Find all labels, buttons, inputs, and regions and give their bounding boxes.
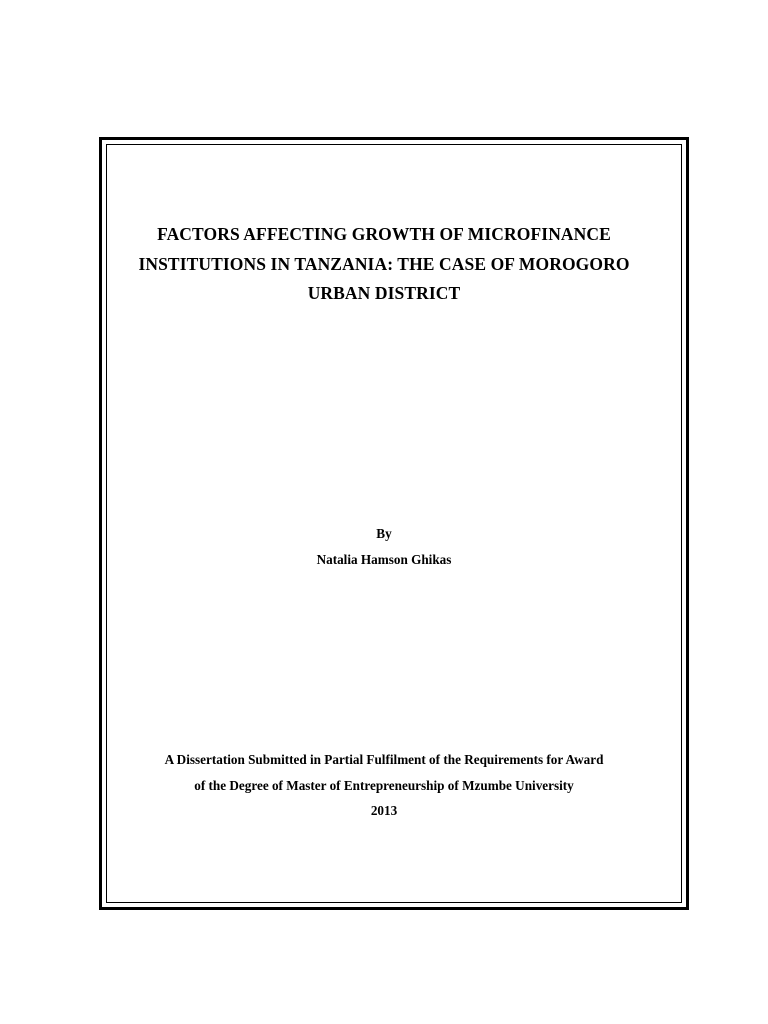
submission-line-1: A Dissertation Submitted in Partial Fulfilment of the Requirements for Award <box>164 752 604 767</box>
by-label: By <box>376 526 392 541</box>
title-line-2: INSTITUTIONS IN TANZANIA: THE CASE OF MOROGORO <box>138 254 630 274</box>
submission-line-2: of the Degree of Master of Entrepreneurship of Mzumbe University <box>194 778 574 793</box>
title-line-1: FACTORS AFFECTING GROWTH OF MICROFINANCE <box>157 224 611 244</box>
page-border-outer <box>99 137 689 910</box>
title-line-3: URBAN DISTRICT <box>307 283 461 303</box>
author-name: Natalia Hamson Ghikas <box>316 552 452 567</box>
submission-year: 2013 <box>370 803 398 818</box>
